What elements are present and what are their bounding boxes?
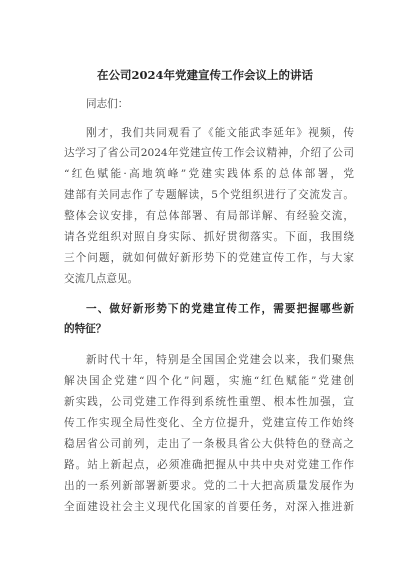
paragraph-line: 解决国企党建“四个化”问题，实施“红色赋能”党建创 (64, 375, 354, 387)
paragraph-line: 请各党组织对照自身实际、抓好贯彻落实。下面，我围绕 (64, 231, 354, 243)
paragraph-line: 交流几点意见。 (64, 273, 139, 285)
paragraph-line: 全面建设社会主义现代化国家的首要任务，对深入推进新 (64, 501, 354, 513)
paragraph-line: “红色赋能·高地筑峰”党建实践体系的总体部署，党 (64, 168, 354, 180)
paragraph-line: 稳居省公司前列，走出了一条极具省公大供特色的登高之 (64, 438, 354, 450)
salutation: 同志们： (86, 98, 129, 110)
section-heading: 的特征？ (64, 323, 107, 335)
paragraph-line: 整体会议安排，有总体部署、有局部详解、有经验交流， (64, 210, 354, 222)
document-title: 在公司2024年党建宣传工作会议上的讲话 (96, 68, 313, 82)
paragraph-line: 达学习了省公司2024年党建宣传工作会议精神，介绍了公司 (64, 147, 354, 159)
paragraph-line: 出的一系列新部署新要求。党的二十大把高质量发展作为 (64, 480, 354, 492)
paragraph-line: 刚才，我们共同观看了《能文能武李延年》视频，传 (86, 127, 354, 139)
paragraph-line: 新实践，公司党建工作得到系统性重塑、根本性加强，宣 (64, 396, 354, 408)
paragraph-line: 新时代十年，特别是全国国企党建会以来，我们聚焦 (86, 354, 354, 366)
paragraph-line: 建部有关同志作了专题解读，5个党组织进行了交流发言。 (64, 189, 354, 201)
paragraph-line: 路。站上新起点，必须准确把握从中共中央对党建工作作 (64, 459, 354, 471)
section-heading: 一、做好新形势下的党建宣传工作，需要把握哪些新 (86, 303, 354, 315)
paragraph-line: 三个问题，就如何做好新形势下的党建宣传工作，与大家 (64, 252, 354, 264)
paragraph-line: 传工作实现全局性变化、全方位提升，党建宣传工作始终 (64, 417, 354, 429)
